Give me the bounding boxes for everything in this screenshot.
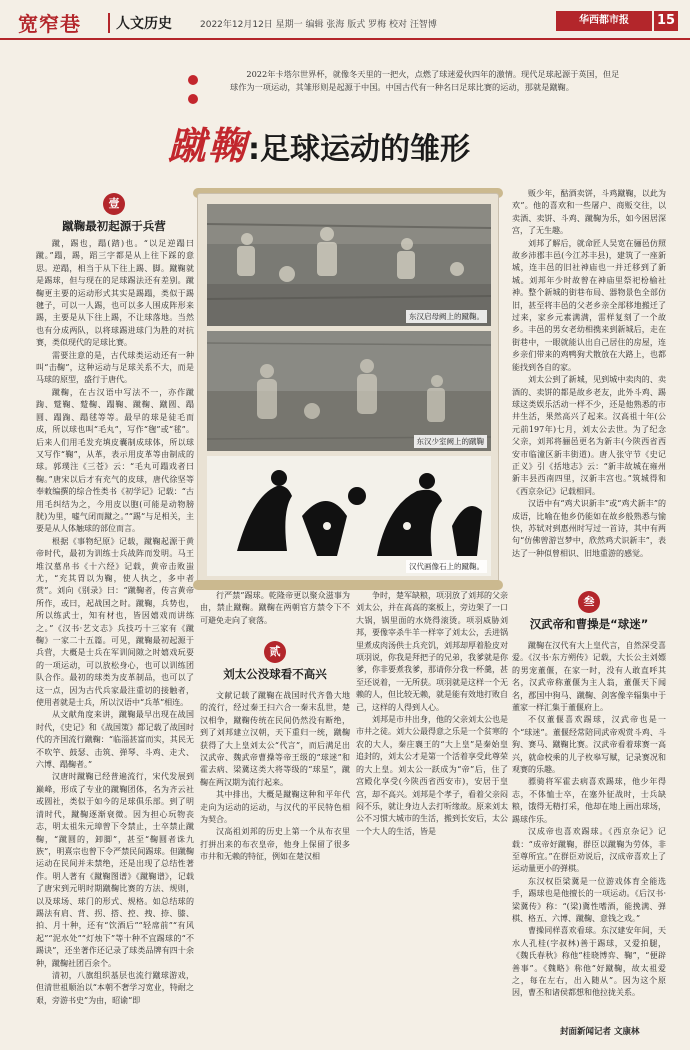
paragraph: 根据《事物纪原》记载，蹴鞠起源于黄帝时代，最初为训练士兵战阵而发明。马王堆汉墓帛书《十六经》记载，黄帝击败蚩尤，“充其胃以为鞠，使人执之，多中者赏”。刘向《别录》曰：“蹴鞠者，传言黄帝所作，或曰，起战国之时。蹴鞠，兵势也，所以练武士，知有材也，皆因嬉戏而讲练之。”《汉书·艺文志》兵技巧十三家有《蹴鞠》一家二十五篇。可见，蹴鞠最初起源于兵营，大概是士兵在军训间隙之时嬉戏玩耍的一项运动，可以放松身心，也可以训练团队合作。最初的球类为皮革制品，也可以了这一点，因为古代兵家最注重切的接触者，使用者就是士兵，所以汉语中“兵革”相连。	[36, 536, 194, 708]
paragraph: 骠骑将军霍去病喜欢踢球，他少年得志，不体恤士卒，在塞外征战时，士兵缺粮，饿得无精打采，他却在地上画出球场，踢球作乐。	[512, 777, 666, 824]
byline: 封面新闻记者 文康林	[560, 1027, 640, 1037]
headline-calligraphy: 蹴鞠	[168, 123, 249, 168]
scroll-roller-bottom	[193, 580, 503, 590]
section-number-badge: 叁	[578, 591, 600, 613]
article-column-3	[356, 590, 508, 1030]
article-column-2-top	[200, 590, 350, 630]
issue-meta: 2022年12月12日 星期一 编辑 张海 版式 罗梅 校对 汪智博	[200, 20, 437, 30]
section-heading-3	[512, 590, 666, 632]
paragraph: 东汉权臣梁冀是一位游戏体育全能选手，踢球也是他擅长的一项运动。《后汉书·梁冀传》称：“(梁)冀性嗜酒，能挽满、弹棋、格五、六博、蹴鞠、意钱之戏。”	[512, 876, 666, 923]
paragraph: 蹴鞠，在古汉语中写法不一，亦作蹴踘、蹵鞠、蹵鞠、蹋鞠、蹴鞠、蹴圆、蹋圆、蹋踘、蹋毬等等。最早的球是徒毛而成，所以球也叫“毛丸”，写作“毱”或“毬”。后来人们用毛发充填皮囊制成球体，所以球又写作“鞠”，从革，表示用皮革等由制成的球。郭璞注《三苍》云：“毛丸可蹋戏者曰鞠。”唐宋以后才有充气的皮球，唐代徐坚等奉敕编撰的综合性类书《初学记》记载：“古用毛纠结为之，今用皮以胞(可能是动物膀胱)为里，嘘气闭而蹴之。”“踢”与足相关，主要是从人体触球的部位而言。	[36, 387, 194, 534]
article-column-5	[512, 640, 666, 1020]
image-caption: 东汉启母阙上的蹴鞠。	[406, 310, 487, 323]
image-scroll	[197, 193, 499, 585]
section-number-badge: 壹	[103, 193, 125, 215]
paragraph: 汉高祖刘邦的历史上第一个从布衣里打拼出来的布衣皇帝，他身上保留了很多市井和无赖的特征，例如在楚汉相	[200, 827, 350, 862]
page-header	[0, 0, 690, 40]
paragraph: 蹴鞠在汉代有大上皇代言，自然深受喜爱。《汉书·东方朔传》记载，大长公主刘嫖的男宠董偃，在家一时，没有人敢直呼其名，汉武帝称董偃为主人翁，董偃天下闻名，郡国中狗马、蹴鞠、剑客像辛辐集中于董家一样汇集于董偃府上。	[512, 641, 666, 713]
article-column-4	[512, 188, 666, 588]
column-brand: 宽窄巷	[18, 12, 81, 36]
paragraph: 行严禁”踢球。乾隆帝更以聚众滋事为由，禁止蹴鞠。蹴鞠在两朝官方禁令下不可避免走向了衰落。	[200, 591, 350, 625]
image-caption: 东汉少室阙上的蹴鞠	[414, 435, 488, 448]
headline-text: :足球运动的雏形	[248, 132, 471, 167]
article-column-2	[200, 690, 350, 1030]
paragraph: 曹操同样喜欢看球。东汉建安年间，天水人孔桂(字叔林)善于踢球，又爱拍腿，《魏氏春秋》称他“桂晓博弈、鞠”，“便辟善事”。《魏略》称他“好蹴鞠，故太祖爱之，每在左右，出入随从”。因为这个原因，曹丕和诸侯都想和他拉拢关系。	[512, 926, 666, 998]
paragraph: 需要注意的是，古代球类运动还有一种叫“击鞠”，这种运动与足球关系不大，而是马球的原型，盛行于唐代。	[36, 350, 194, 385]
paragraph: 汉唐时蹴鞠已经普遍流行，宋代发展到巅峰，形成了专业的蹴鞠团体，名为齐云社或圆社，类似于如今的足球俱乐部。到了明清时代，蹴鞠逐渐衰微。因为担心玩物丧志，明太祖朱元璋曾下令禁止，士卒禁止蹴鞠，“蹴圆的，卸脚”，甚至“鞠圆者诛九族”，明熹宗也曾下令严禁民间踢球。但蹴鞠运动在民间并未禁绝，还是出现了总结性著作。明人著有《蹴鞠图谱》《蹴鞠谱》，记载了唐宋到元明时期蹴鞠比赛的方法、规则，以及球场、球门的形式、规格。如总结球的踢法有肩、背、拐、搭、控、拽、捺、膝、拍、月十种，还有“饮酒后”“轻席前”“有风起”“泥水处”“灯烛下”等十种不宜踢球的“不踢诀”，还坐著作还记录了球类品牌有四十余种，蹴鞠社团百余个。	[36, 772, 194, 968]
lead-paragraph: 2022年卡塔尔世界杯，就像冬天里的一把火，点燃了球迷爱伙四年的激情。现代足球起源于英国，但足球作为一项运动，其雏形则是起源于中国。中国古代有一种名曰足球比赛的运动，那就是蹴鞠。	[230, 69, 620, 92]
article-column-1	[36, 238, 194, 1033]
section-title: 蹴鞠最初起源于兵营	[62, 219, 166, 233]
stone-relief-photo-1	[207, 204, 491, 326]
image-caption: 汉代画像石上的蹴鞠。	[406, 560, 487, 573]
paragraph: 贩少年，酤酒卖饼，斗鸡蹴鞠，以此为欢”。他的喜欢和一些屠户、商贩交往，以卖酒、卖饼、斗鸡、蹴鞠为乐，如今困居深宫，了无生趣。	[512, 189, 666, 236]
section-number-badge: 贰	[264, 641, 286, 663]
paragraph: 不仅董偃喜欢踢球，汉武帝也是一个“球迷”。董偃经常陪同武帝观赏斗鸡、斗狗、赛马、蹴鞠比赛。汉武帝看着球赛一高兴，就命校乘的儿子枚皋写赋，记录赛况和观赛的乐趣。	[512, 715, 666, 775]
paragraph: 文献记载了蹴鞠在战国时代齐鲁大地的流行，经过秦王扫六合一秦末乱世，楚汉相争，蹴鞠传统在民间仍然没有断绝，到了刘邦建立汉朝，天下重归一统，蹴鞠获得了大上皇刘太公“代言”，而后满足出汉武帝、魏武帝曹操等帝王级的“球迷”和霍去病、梁冀这类大将等级的“球星”，蹴鞠在两汉期为流行起来。	[200, 691, 350, 787]
section-title: 汉武帝和曹操是“球迷”	[529, 617, 649, 631]
paragraph: 汉成帝也喜欢踢球。《西京杂记》记载：“成帝好蹴鞠，群臣以蹴鞠为劳体，非至尊所宜。”在群臣劝说后，汉成帝喜欢上了运动量更小的弹棋。	[512, 827, 666, 874]
newspaper-logo: 华西都市报	[556, 11, 652, 31]
section-name: 人文历史	[108, 13, 172, 33]
stone-relief-photo-2	[207, 331, 491, 451]
paragraph: 刘邦是市井出身，他的父亲刘太公也是市井之徒。刘大公最得意之乐是一个贫寒的农的大人，秦庄襄王的“大上皇”是秦始皇追封的，刘太公才是第一个活着享受此尊荣的大上皇。刘太公一跃成为“帝”后，住了宫殿化享受(今陕西省西安市)，安居于皇宫，却不高兴。刘邦是个孝子，看着父亲闷闷不乐，就让身边人去打听缘故。原来刘太公不习惯大城市的生活，搬到长安后，太公一个大人的生活，皆是	[356, 715, 508, 836]
section-title: 刘太公没球看不高兴	[223, 667, 327, 681]
paragraph: 从文献角度来讲，蹴鞠最早出现在战国时代，《史记》和《战国策》都记载了战国时代的齐国流行蹴鞠：“临淄甚富而实，其民无不吹竽、鼓瑟、击筑、弹琴、斗鸡、走犬、六博、蹋鞠者。”	[36, 710, 194, 770]
section-heading-1	[40, 192, 188, 234]
headline	[168, 115, 568, 168]
paragraph: 清初，八旗组织基层也流行蹴球游戏，但清世祖顺治以“本朝不奢学习宽业，特耐之艰，旁游书史”为由，昭谕“即	[36, 970, 194, 1005]
page-number: 15	[654, 11, 678, 31]
rubbing-image-3	[207, 456, 491, 576]
paragraph: 刘邦了解后，就命匠人吴宽在骊邑仿照故乡沛郡丰邑(今江苏丰县)，建筑了一座新城，连丰邑的旧社神庙也一并迁移到了新城。刘邦年少时故曾在神庙里祭祀枌榆社神。整个新城的街巷布局、器物景色全部仿旧，甚至将丰邑的父老乡亲全部移地搬迁了过来，家乡元素满满，雷样复刻了一个故乡。丰邑的男女老幼相携来到新城后，走在街巷中，一眼就能认出自己居住的房屋，连乡亲们带来的鸡鸭狗犬散放在大路上，也都能找到各自的家。	[512, 238, 666, 372]
quote-mark-icon	[188, 70, 210, 92]
paragraph: 刘太公到了新城，见到城中卖肉的、卖酒的、卖饼的都是故乡老友，此外斗鸡、踢球这类娱乐活动一样不少，还是他熟悉的市井生活，果然高兴了起来。汉高祖十年(公元前197年)七月，刘太公去世。为了纪念父亲，刘邦将骊邑更名为新丰(今陕西省西安市临潼区新丰街道)。唐人张守节《史记正义》引《括地志》云：“新丰故城在雍州新丰县西南四里，汉新丰宫也。”筑城得和《西京杂记》记载相同。	[512, 375, 666, 496]
paragraph: 蹴，踢也，蹋(踏)也。“以足逆蹋曰蹴。”蹋，踢，蹈三字都是从上往下踩的意思。逆蹋，相当于从下往上踢、脚。蹴鞠就是踢球，但与现在的足球踢法还有差别。蹴鞠更主要的运动形式其实是踢蹋，类似于踢毽子，可以一人踢，也可以多人围成阵形来踢，主要是从下往上踢，不让球落地。当然也有分成两队，以将球踢进球门为胜的对抗赛，类似现代的足球比赛。	[36, 239, 194, 348]
paragraph: 争时，楚军缺粮，项羽放了刘邦的父亲刘太公，并在高高的案板上，旁边架了一口大锅，锅里面的水烧得滚烫。项羽威胁刘邦，要像宰杀牛羊一样宰了刘太公，丢进锅里煮成肉汤供士兵充饥，刘邦却厚着脸皮对项羽说，你我是拜把子的兄弟，我爹就是你爹，你非要煮我爹，那请你分我一杯羹，甚至还说着，一无所获。项羽就是这样一个无赖的人，但比较无赖，就是能有效地打败自己，这样的人得到人心。	[356, 591, 508, 712]
paragraph: 汉语中有“鸡犬识新丰”或“鸡犬新丰”的成语，比喻在他乡仍能如在故乡般熟悉与愉快，苏轼对到惠州时写过一首诗，其中有两句“仿佛曾游岂梦中，欣然鸡犬识新丰”，表达了一种似曾相识、旧地重游的感觉。	[512, 499, 666, 558]
paragraph: 其中排出，大概是蹴鞠这种和平年代走向为运动的运动，与汉代的平民特色相为契合。	[200, 790, 350, 825]
section-heading-2	[200, 640, 350, 682]
